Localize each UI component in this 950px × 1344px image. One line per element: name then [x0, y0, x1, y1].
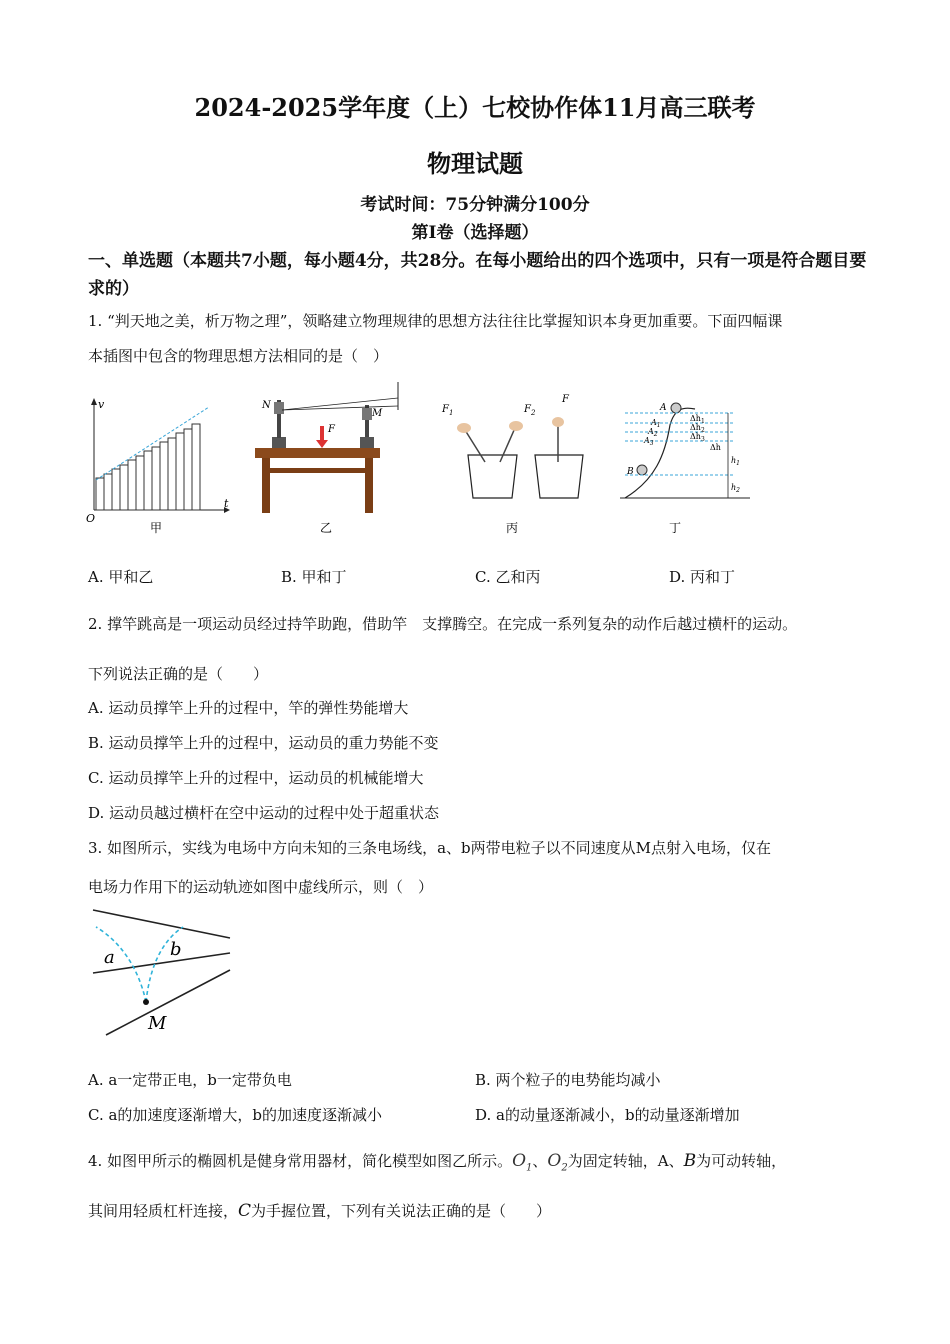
ding-a3-label: $A_3$	[644, 436, 654, 447]
label-m: M	[148, 1013, 167, 1034]
yi-n-label: N	[262, 400, 271, 411]
q1-option-c[interactable]: C. 乙和丙	[475, 568, 541, 586]
q1-option-d[interactable]: D. 丙和丁	[669, 568, 736, 586]
q2-stem-line2: 下列说法正确的是（ ）	[88, 665, 269, 683]
yi-m-label: M	[372, 408, 383, 419]
bing-f-label: F	[562, 394, 569, 405]
q1-stem-line1: 1. “判天地之美，析万物之理”，领略建立物理规律的思想方法往往比掌握知识本身更加重要。下面四幅课	[88, 312, 783, 330]
q3-option-c[interactable]: C. a的加速度逐渐增大，b的加速度逐渐减小	[88, 1106, 383, 1124]
q4-line2-part-a: 其间用轻质杠杆连接，	[88, 1202, 239, 1220]
q2-option-b[interactable]: B. 运动员撑竿上升的过程中，运动员的重力势能不变	[88, 734, 439, 752]
ding-a-label: A	[660, 403, 667, 413]
q4-stem-line2	[88, 1200, 551, 1221]
q4-line1-part-a: 4. 如图甲所示的椭圆机是健身常用器材，简化模型如图乙所示。	[88, 1152, 513, 1170]
jia-v-label: v	[98, 398, 105, 411]
o2-symbol: $O_2$	[547, 1151, 568, 1174]
q3-option-b[interactable]: B. 两个粒子的电势能均减小	[475, 1071, 661, 1089]
yi-f-label: F	[328, 424, 335, 435]
figure-yi	[250, 380, 410, 540]
subject-title: 物理试题	[427, 149, 523, 178]
exam-info: 考试时间：75分钟满分100分	[360, 195, 590, 215]
jia-o-label: O	[86, 512, 96, 525]
point-m	[143, 999, 149, 1005]
q4-line2-part-b: 为手握位置，下列有关说法正确的是（ ）	[251, 1202, 552, 1220]
q4-stem-line1	[88, 1150, 786, 1173]
q1-option-b[interactable]: B. 甲和丁	[281, 568, 347, 586]
ding-b-label: B	[627, 467, 634, 477]
c-symbol: C	[238, 1201, 252, 1221]
q3-option-a[interactable]: A. a一定带正电，b一定带负电	[88, 1071, 292, 1089]
label-b: b	[170, 939, 182, 960]
figure-ding	[615, 395, 765, 540]
q2-option-a[interactable]: A. 运动员撑竿上升的过程中，竿的弹性势能增大	[88, 699, 409, 717]
figure-q3-field	[88, 905, 238, 1040]
jia-steps	[96, 424, 200, 510]
yi-caption: 乙	[320, 521, 333, 535]
ding-dh-label: Δh	[710, 443, 721, 452]
q2-option-c[interactable]: C. 运动员撑竿上升的过程中，运动员的机械能增大	[88, 769, 424, 787]
q4-sep: 、	[532, 1152, 548, 1170]
ding-dh2-label: $\Delta h_2$	[690, 423, 705, 434]
label-a: a	[104, 947, 115, 968]
ding-a2-label: $A_2$	[648, 427, 658, 438]
o1-symbol: $O_1$	[512, 1151, 533, 1174]
jia-caption: 甲	[150, 521, 163, 535]
ding-a1-label: $A_1$	[651, 418, 661, 429]
q1-option-a[interactable]: A. 甲和乙	[88, 568, 154, 586]
ding-dh3-label: $\Delta h_3$	[690, 432, 705, 443]
q2-option-d[interactable]: D. 运动员越过横杆在空中运动的过程中处于超重状态	[88, 804, 440, 822]
bing-f2-label: $F_2$	[524, 404, 536, 417]
q4-line1-part-c: 为可动转轴，	[696, 1152, 787, 1170]
exam-title: 2024-2025学年度（上）七校协作体11月高三联考	[194, 93, 756, 122]
q3-option-d[interactable]: D. a的动量逐渐减小，b的动量逐渐增加	[475, 1106, 740, 1124]
jia-t-label: t	[224, 497, 229, 510]
q3-stem-line1: 3. 如图所示，实线为电场中方向未知的三条电场线，a、b两带电粒子以不同速度从M点射入电场，仅在	[88, 839, 771, 857]
figure-bing	[440, 390, 590, 540]
q3-stem-line2: 电场力作用下的运动轨迹如图中虚线所示，则（ ）	[88, 878, 434, 896]
b-symbol: B	[683, 1151, 697, 1171]
q4-line1-part-b: 为固定转轴，A、	[567, 1152, 684, 1170]
field-line-bottom	[106, 970, 230, 1035]
volume-title: 第Ⅰ卷（选择题）	[411, 223, 539, 243]
bing-f1-label: $F_1$	[442, 404, 454, 417]
bing-caption: 丙	[506, 521, 519, 535]
field-line-top	[93, 910, 230, 938]
ding-h2-label: $h_2$	[731, 483, 740, 494]
ding-h1-label: $h_1$	[731, 456, 740, 467]
ding-dh1-label: $\Delta h_1$	[690, 414, 705, 425]
section-heading: 一、单选题（本题共7小题，每小题4分，共28分。在每小题给出的四个选项中，只有一项是符合题目要求的）	[88, 251, 867, 299]
figure-jia	[84, 395, 234, 540]
ding-caption: 丁	[669, 521, 682, 535]
q1-stem-line2: 本插图中包含的物理思想方法相同的是（ ）	[88, 347, 389, 365]
q2-stem-line1: 2. 撑竿跳高是一项运动员经过持竿助跑，借助竿 支撑腾空。在完成一系列复杂的动作后越过横杆的运动。	[88, 615, 798, 633]
